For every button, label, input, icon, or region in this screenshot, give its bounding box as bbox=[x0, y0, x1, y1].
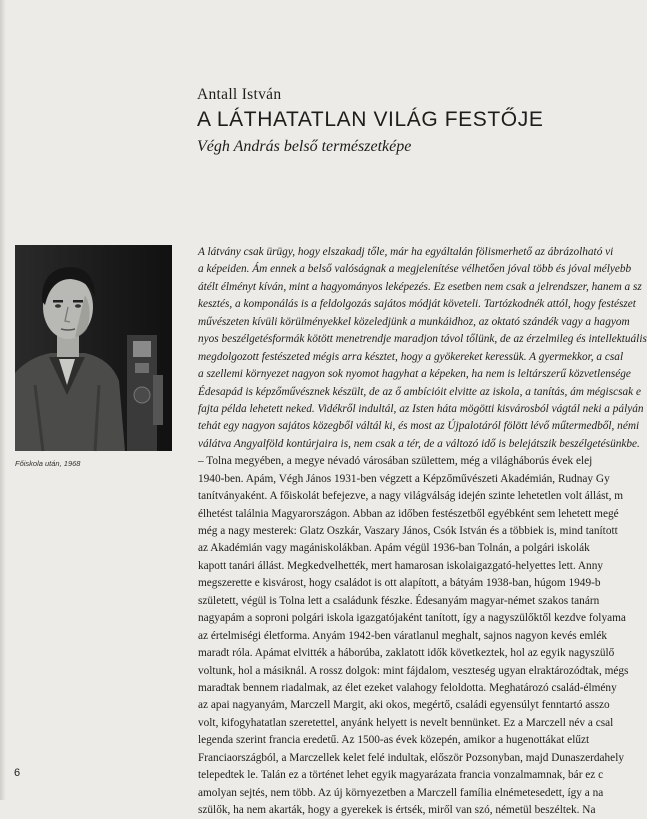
answer-line: az értelmiségi életforma. Anyám 1942-ben váratlanul meghalt, sajnos nagyon kevés emlék bbox=[198, 629, 608, 642]
answer-line: nagyapám a soproni polgári iskola igazgatójaként tanított, így a nagyszülőktől kezdve folyama bbox=[198, 612, 626, 625]
answer-line: az apai nagyanyám, Marczell Margit, aki okos, megértő, családi egyensúlyt fenntartó asszo bbox=[198, 699, 610, 712]
question-line: válátva Angyalföld kontúrjaira is, nem csak a tér, de a változó idő is belejátszik beszélgetésünkbe. bbox=[198, 437, 640, 450]
page-number: 6 bbox=[14, 767, 21, 779]
question-line: A látvány csak ürügy, hogy elszakadj tőle, már ha egyáltalán fölismerhető az ábrázolható vi bbox=[198, 246, 614, 258]
question-line: megdolgozott festészeted mégis arra késztet, hogy a gyökereket keressük. A gyermekkor, a csal bbox=[198, 350, 624, 363]
answer-line: volt, kifogyhatatlan szeretettel, anyánk helyett is nevelt bennünket. Ez a Marczell név a csal bbox=[198, 716, 614, 729]
question-line: tehát egy nagyon sajátos közegből váltál ki, és most az Újpalotáról fölött lévő műtermedből, némi bbox=[198, 420, 640, 433]
article-title: A LÁTHATATLAN VILÁG FESTŐJE bbox=[197, 108, 544, 131]
portrait-photo-graphic bbox=[15, 245, 172, 451]
answer-line: – Tolna megyében, a megye névadó városában születtem, még a világháborús évek elej bbox=[198, 455, 593, 468]
answer-line: született, végül is Tolna lett a családunk fészke. Édesanyám magyar-német szakos tanárn bbox=[198, 594, 600, 607]
question-line: fajta példa lehetett neked. Vidékről indultál, az Isten háta mögötti kisvárosból vágtál neki a pályán bbox=[198, 402, 644, 415]
question-line: nyos beszélgetésformák kötött menetrendje maradjon távol tőlünk, de az érzelmileg és intellektuális bbox=[198, 333, 647, 346]
question-line: a képeiden. Ám ennek a belső valóságnak a megjelenítése vélhetően jóval több és jóval mélyebb bbox=[198, 263, 632, 276]
answer-line: maradt róla. Apámat elvitték a háborúba, zaklatott idők következtek, hol az egyik nagyszülő bbox=[198, 647, 615, 660]
answer-line: 1940-ben. Apám, Végh János 1931-ben végzett a Képzőművészeti Akadémián, Rudnay Gy bbox=[198, 472, 610, 485]
portrait-photo bbox=[15, 245, 172, 451]
answer-line: legenda szerint francia eredetű. Az 1500-as évek közepén, amikor a hugenottákat elűzt bbox=[198, 734, 590, 747]
answer-line: amolyan sejtés, nem több. Az új környezetben a Marczell família elnémetesedett, így a na bbox=[198, 786, 604, 799]
question-line: átélt élményt kíván, mint a hagyományos leképezés. Ez esetben nem csak a jelrendszer, hanem a sz bbox=[198, 280, 642, 293]
question-line: kesztés, a komponálás is a feldolgozás sajátos módját követeli. Tartózkodnék attól, hogy festészet bbox=[198, 298, 636, 311]
article-body bbox=[198, 244, 647, 816]
interview-question bbox=[198, 244, 647, 453]
answer-line: kapott tanári állást. Megkedvelhették, mert hamarosan iskolaigazgató-helyettes lett. Anny bbox=[198, 559, 603, 572]
page-edge-shadow bbox=[0, 0, 6, 800]
question-line: a szellemi környezet nagyon sok nyomot hagyhat a képeken, ha nem is leltárszerű közvetlensége bbox=[198, 368, 631, 381]
article-subtitle: Végh András belső természetképe bbox=[197, 138, 412, 155]
interview-answer bbox=[198, 453, 638, 819]
answer-line: még a nagy mesterek: Glatz Oszkár, Vaszary János, Csók István és a többiek is, mind tanított bbox=[198, 525, 618, 537]
answer-line: Franciaországból, a Marczellek kelet felé indultak, először Pozsonyban, majd Dunaszerdahely bbox=[198, 751, 624, 764]
photo-caption: Főiskola után, 1968 bbox=[15, 459, 81, 468]
article-header bbox=[197, 86, 638, 156]
question-line: művészeten kívüli körülményekkel közeledjünk a munkáidhoz, az oktató szándék vagy a hagyom bbox=[198, 315, 630, 328]
question-line: Édesapád is képzőművésznek készült, de az ő ambícióit elvitte az iskola, a tanítás, ám mégiscsak e bbox=[198, 385, 642, 398]
answer-line: megszerette e kisvárost, hogy családot is ott alapított, a bátyám 1938-ban, húgom 1949-b bbox=[198, 577, 601, 590]
answer-line: maradtak bennem riadalmak, az élet ezeket valahogy feloldotta. Meghatározó család-élmény bbox=[198, 681, 617, 694]
author-name: Antall István bbox=[197, 86, 282, 103]
answer-line: élhetést találnia Magyarországon. Abban az időben festészetből egyébként sem lehetett megé bbox=[198, 507, 619, 520]
answer-line: telepedtek le. Talán ez a történet lehet egyik magyarázata francia vonzalmamnak, bár ez c bbox=[198, 769, 604, 782]
answer-line: az Akadémián vagy magániskolákban. Apám végül 1936-ban Tolnán, a polgári iskolák bbox=[198, 542, 590, 555]
answer-line: szülők, ha nem akarták, hogy a gyerekek is értsék, miről van szó, németül beszéltek. Na bbox=[198, 804, 596, 816]
answer-line: voltunk, hol a másiknál. A rossz dolgok: mint fájdalom, veszteség ugyan elraktározódtak, mégs bbox=[198, 664, 629, 677]
answer-line: tanítványaként. A főiskolát befejezve, a nagy világválság idején szinte lehetetlen volt állást, m bbox=[198, 490, 624, 503]
